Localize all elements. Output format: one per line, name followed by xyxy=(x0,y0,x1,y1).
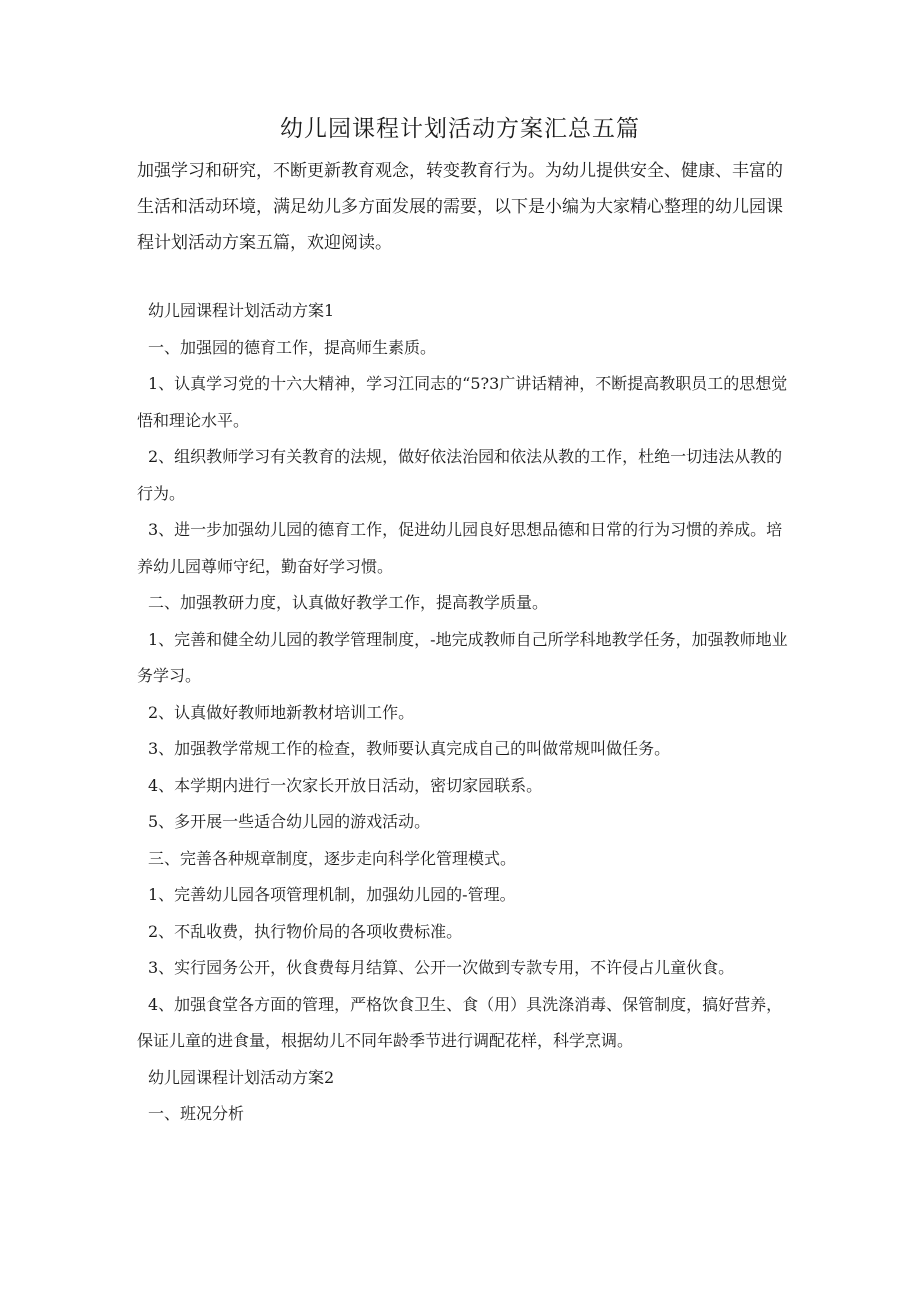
paragraph: 2、不乱收费，执行物价局的各项收费标准。 xyxy=(148,921,463,941)
paragraph: 5、多开展一些适合幼儿园的游戏活动。 xyxy=(148,812,431,831)
paragraph: 二、加强教研力度，认真做好教学工作，提高教学质量。 xyxy=(148,593,549,612)
paragraph: 1、完善和健全幼儿园的教学管理制度，-地完成教师自己所学科地教学任务，加强教师地业务学习。 xyxy=(137,629,788,685)
document-intro: 加强学习和研究，不断更新教育观念，转变教育行为。为幼儿提供安全、健康、丰富的生活和活动环境，满足幼儿多方面发展的需要，以下是小编为大家精心整理的幼儿园课程计划活动方案五篇，欢迎阅读。 xyxy=(137,161,783,253)
document-title: 幼儿园课程计划活动方案汇总五篇 xyxy=(280,116,640,142)
paragraph: 2、组织教师学习有关教育的法规，做好依法治园和依法从教的工作，杜绝一切违法从教的行为。 xyxy=(137,447,783,503)
paragraph: 1、认真学习党的十六大精神，学习江同志的“5?3广讲话精神，不断提高教职员工的思想觉悟和理论水平。 xyxy=(137,374,788,430)
paragraph: 三、完善各种规章制度，逐步走向科学化管理模式。 xyxy=(148,848,517,868)
paragraph: 3、进一步加强幼儿园的德育工作，促进幼儿园良好思想品德和日常的行为习惯的养成。培养幼儿园尊师守纪，勤奋好学习惯。 xyxy=(137,520,783,576)
paragraph: 3、加强教学常规工作的检查，教师要认真完成自己的叫做常规叫做任务。 xyxy=(148,739,671,758)
section-heading: 幼儿园课程计划活动方案1 xyxy=(148,301,335,320)
paragraph: 3、实行园务公开，伙食费每月结算、公开一次做到专款专用，不许侵占儿童伙食。 xyxy=(148,958,735,977)
section-heading: 幼儿园课程计划活动方案2 xyxy=(148,1067,335,1087)
paragraph: 1、完善幼儿园各项管理机制，加强幼儿园的-管理。 xyxy=(148,885,516,904)
paragraph: 一、加强园的德育工作，提高师生素质。 xyxy=(148,337,437,357)
document-body xyxy=(137,293,797,1133)
paragraph: 2、认真做好教师地新教材培训工作。 xyxy=(148,702,415,722)
paragraph: 一、班况分析 xyxy=(148,1104,245,1123)
paragraph: 4、加强食堂各方面的管理，严格饮食卫生、食（用）具洗涤消毒、保管制度，搞好营养，保证儿童的进食量，根据幼儿不同年龄季节进行调配花样，科学烹调。 xyxy=(137,994,783,1050)
paragraph: 4、本学期内进行一次家长开放日活动，密切家园联系。 xyxy=(148,775,543,795)
